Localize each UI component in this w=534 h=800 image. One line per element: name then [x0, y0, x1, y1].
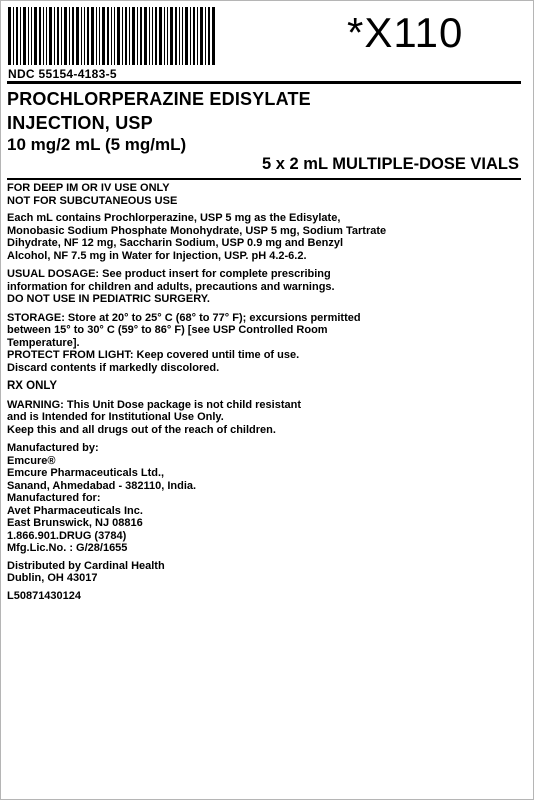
storage-line: Discard contents if markedly discolored. [7, 361, 220, 374]
manufacturer-line: Manufactured for: [7, 492, 101, 504]
composition-line: Alcohol, NF 7.5 mg in Water for Injection, USP. pH 4.2-6.2. [7, 249, 307, 262]
composition-line: Monobasic Sodium Phosphate Monohydrate, USP 5 mg, Sodium Tartrate [7, 224, 387, 237]
rx-only: RX ONLY [7, 380, 58, 392]
bottom-divider [7, 178, 521, 180]
distributor-line: Dublin, OH 43017 [7, 572, 98, 584]
composition-section [7, 212, 527, 262]
product-form: INJECTION, USP [7, 113, 153, 133]
product-strength: 10 mg/2 mL (5 mg/mL) [7, 135, 187, 154]
storage-line: STORAGE: Store at 20° to 25° C (68° to 77° F); excursions permitted [7, 311, 361, 324]
dosage-line: USUAL DOSAGE: See product insert for complete prescribing [7, 268, 331, 280]
storage-section [7, 312, 527, 375]
manufacturer-section [7, 442, 527, 555]
warning-line: Keep this and all drugs out of the reach of children. [7, 423, 276, 436]
manufacturer-line: Mfg.Lic.No. : G/28/1655 [7, 542, 128, 554]
storage-line: between 15° to 30° C (59° to 86° F) [see USP Controlled Room [7, 324, 328, 336]
distributor-line: Distributed by Cardinal Health [7, 559, 165, 572]
lot-code: *X110 [347, 9, 464, 56]
dosage-line: information for children and adults, precautions and warnings. [7, 280, 335, 293]
manufacturer-line: Manufactured by: [7, 442, 99, 454]
composition-line: Each mL contains Prochlorperazine, USP 5 mg as the Edisylate, [7, 212, 341, 224]
manufacturer-line: Sanand, Ahmedabad - 382110, India. [7, 479, 197, 492]
product-name: PROCHLORPERAZINE EDISYLATE [7, 89, 311, 109]
manufacturer-line: Emcure Pharmaceuticals Ltd., [7, 467, 165, 479]
package-size: 5 x 2 mL MULTIPLE-DOSE VIALS [261, 155, 519, 173]
route-section [7, 182, 527, 207]
manufacturer-line: Avet Pharmaceuticals Inc. [7, 504, 143, 517]
manufacturer-line: 1.866.901.DRUG (3784) [7, 529, 127, 542]
composition-line: Dihydrate, NF 12 mg, Saccharin Sodium, USP 0.9 mg and Benzyl [7, 237, 343, 249]
ndc-number: NDC 55154-4183-5 [8, 67, 117, 81]
storage-line: PROTECT FROM LIGHT: Keep covered until time of use. [7, 349, 300, 361]
dosage-line: DO NOT USE IN PEDIATRIC SURGERY. [7, 293, 210, 305]
route-line: FOR DEEP IM OR IV USE ONLY [7, 182, 170, 194]
top-divider [7, 81, 521, 84]
distributor-section [7, 560, 527, 585]
lot-number: L50871430124 [7, 589, 82, 602]
dosage-section [7, 268, 527, 306]
label-body [7, 182, 527, 602]
manufacturer-line: East Brunswick, NJ 08816 [7, 517, 143, 529]
warning-line: and is Intended for Institutional Use Only. [7, 411, 224, 423]
warning-section [7, 399, 527, 437]
warning-line: WARNING: This Unit Dose package is not child resistant [7, 398, 301, 411]
route-line: NOT FOR SUBCUTANEOUS USE [7, 194, 178, 207]
barcode [8, 7, 216, 65]
storage-line: Temperature]. [7, 336, 80, 349]
manufacturer-line: Emcure® [7, 454, 56, 467]
